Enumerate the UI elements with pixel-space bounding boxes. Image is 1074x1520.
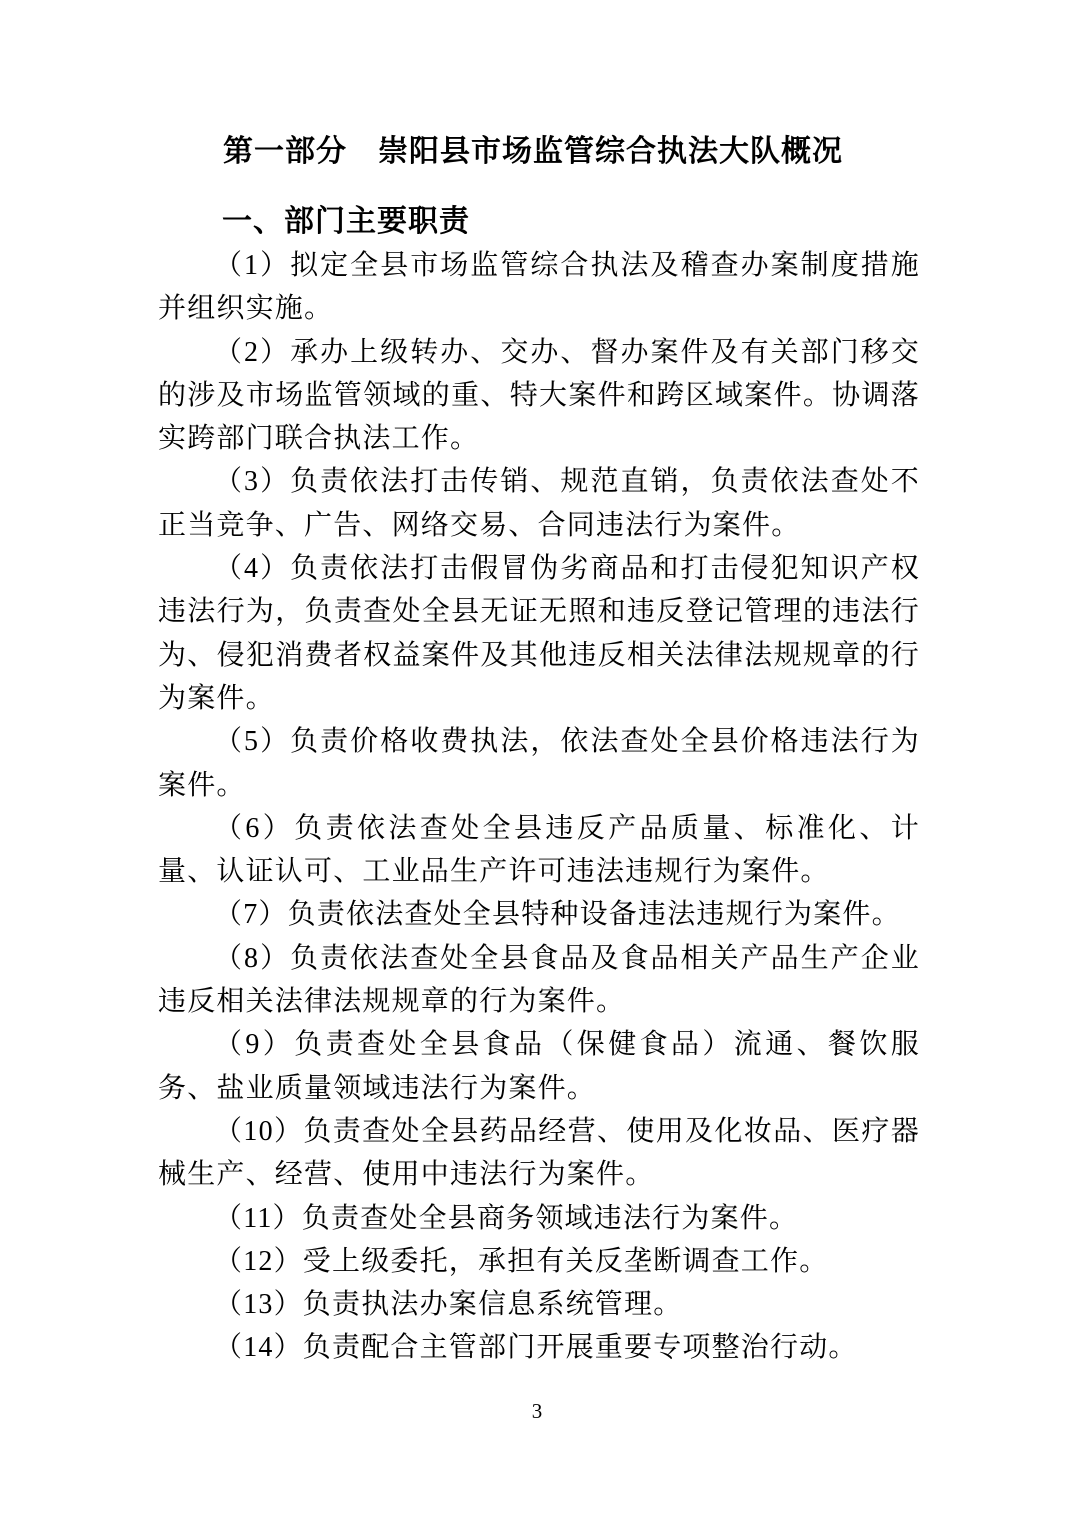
paragraph: （12）受上级委托，承担有关反垄断调查工作。: [214, 1245, 829, 1277]
paragraph: （8）负责依法查处全县食品及食品相关产品生产企业违反相关法律法规规章的行为案件。: [158, 942, 920, 1018]
paragraph: （9）负责查处全县食品（保健食品）流通、餐饮服务、盐业质量领域违法行为案件。: [158, 1029, 920, 1104]
paragraph: （11）负责查处全县商务领域违法行为案件。: [214, 1202, 799, 1234]
paragraph: （7）负责依法查处全县特种设备违法违规行为案件。: [214, 899, 901, 931]
page-number: 3: [531, 1399, 543, 1423]
paragraph: （14）负责配合主管部门开展重要专项整治行动。: [214, 1332, 858, 1364]
section-heading: 一、部门主要职责: [222, 205, 470, 238]
paragraph: （5）负责价格收费执法，依法查处全县价格违法行为案件。: [158, 726, 920, 801]
paragraph: （2）承办上级转办、交办、督办案件及有关部门移交的涉及市场监管领域的重、特大案件和跨区域案件。协调落实跨部门联合执法工作。: [158, 336, 920, 455]
page-title: 第一部分 崇阳县市场监管综合执法大队概况: [223, 135, 843, 168]
document-body: [158, 244, 920, 1370]
paragraph: （10）负责查处全县药品经营、使用及化妆品、医疗器械生产、经营、使用中违法行为案件。: [158, 1115, 920, 1191]
paragraph: （3）负责依法打击传销、规范直销，负责依法查处不正当竞争、广告、网络交易、合同违法行为案件。: [158, 466, 920, 541]
paragraph: （4）负责依法打击假冒伪劣商品和打击侵犯知识产权违法行为，负责查处全县无证无照和违反登记管理的违法行为、侵犯消费者权益案件及其他违反相关法律法规规章的行为案件。: [158, 553, 920, 714]
paragraph: （1）拟定全县市场监管综合执法及稽查办案制度措施并组织实施。: [158, 250, 920, 325]
paragraph: （13）负责执法办案信息系统管理。: [214, 1289, 683, 1321]
paragraph: （6）负责依法查处全县违反产品质量、标准化、计量、认证认可、工业品生产许可违法违规行为案件。: [158, 812, 920, 888]
